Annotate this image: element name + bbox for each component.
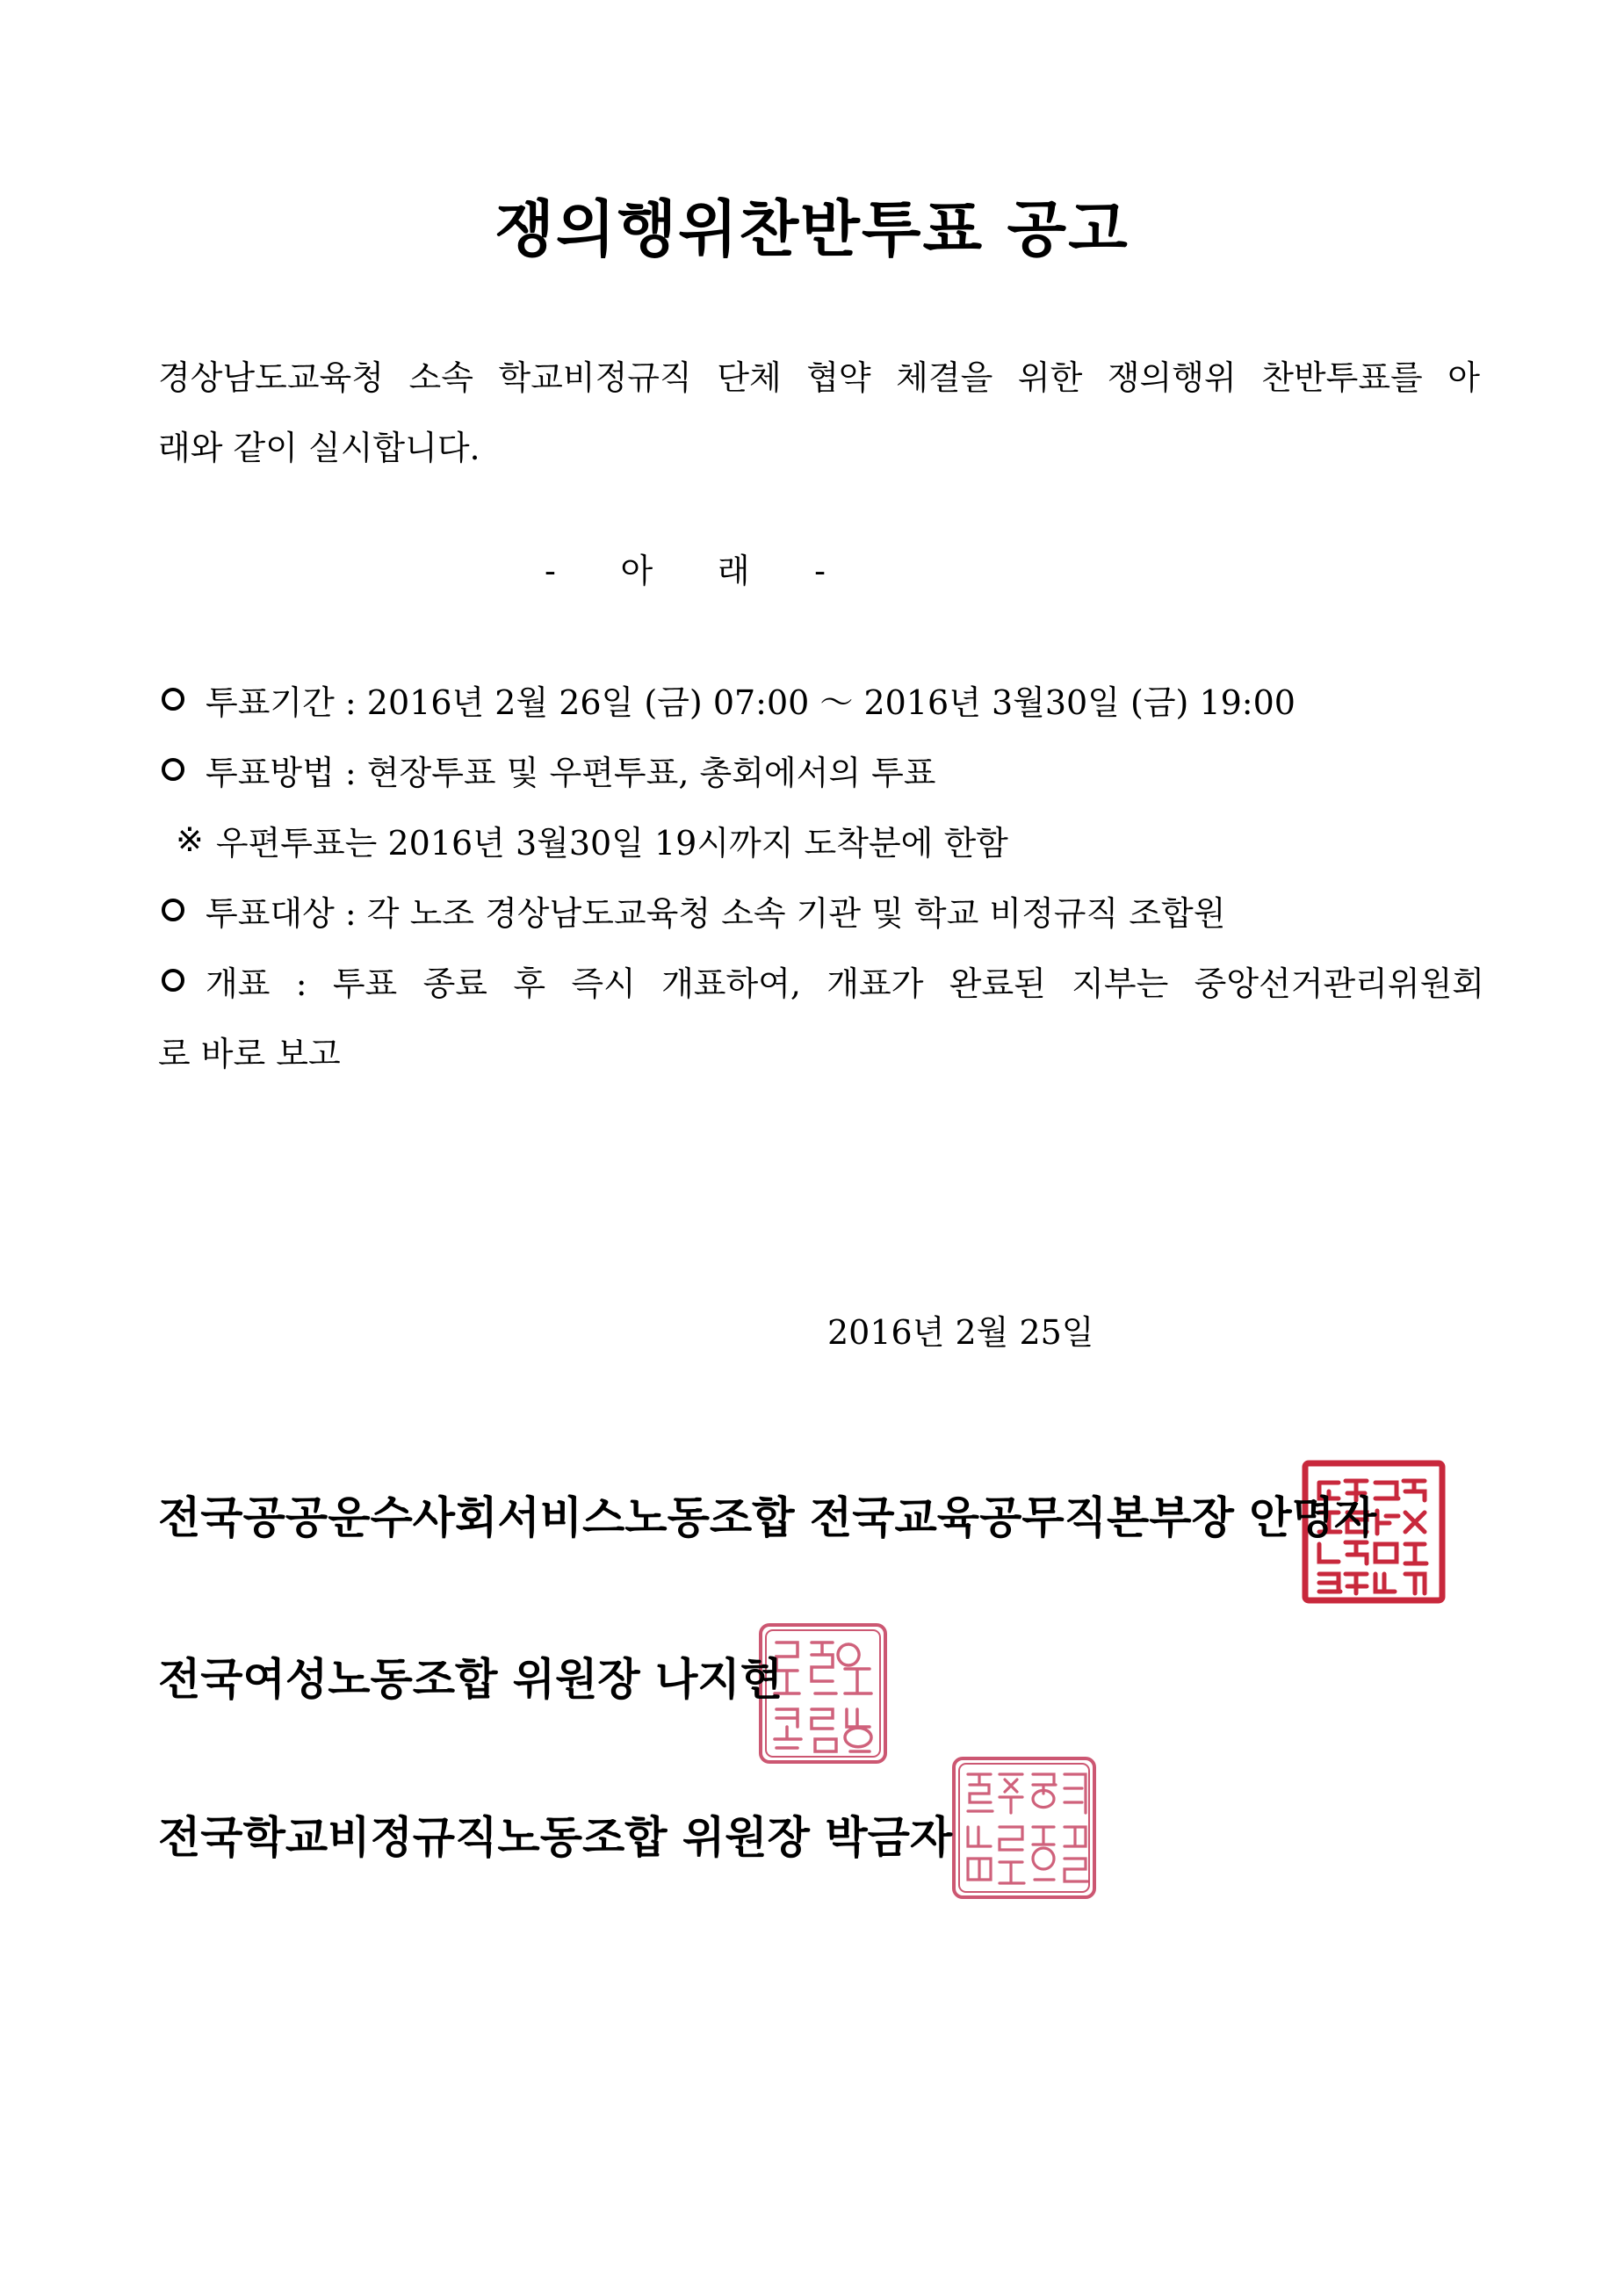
seal-stamp-3 — [949, 1753, 1100, 1903]
item-text: 투표방법 : 현장투표 및 우편투표, 총회에서의 투표 — [206, 753, 936, 792]
list-item-note — [158, 805, 1484, 875]
circle-bullet-icon — [162, 969, 184, 992]
item-text: 투표기간 : 2016년 2월 26일 (금) 07:00 ～ 2016년 3월30일 (금) 19:00 — [206, 682, 1296, 722]
circle-bullet-icon — [162, 688, 184, 711]
separator-char-2: 래 — [717, 552, 750, 590]
section-separator — [545, 536, 826, 606]
intro-line-2: 래와 같이 실시합니다. — [158, 429, 480, 467]
notice-date: 2016년 2월 25일 — [827, 1313, 1094, 1352]
list-item-vote-count — [158, 945, 1484, 1015]
intro-line-1: 경상남도교육청 소속 학교비정규직 단체 협약 체결을 위한 쟁의행위 찬반투표를 아 — [158, 358, 1480, 397]
item-text: 우편투표는 2016년 3월30일 19시까지 도착분에 한함 — [215, 823, 1008, 863]
item-text: 개표 : 투표 종료 후 즉시 개표하여, 개표가 완료된 지부는 중앙선거관리위원회 — [206, 964, 1484, 1003]
list-item-continuation — [158, 1015, 1484, 1086]
list-item-voting-period — [158, 664, 1484, 734]
signatory-2: 전국여성노동조합 위원장 나지현 — [158, 1654, 783, 1705]
separator-dash-right: - — [814, 552, 826, 590]
signatory-1: 전국공공운수사회서비스노동조합 전국교육공무직본부장 안명자 — [158, 1492, 1377, 1543]
item-text: 투표대상 : 각 노조 경상남도교육청 소속 기관 및 학교 비정규직 조합원 — [206, 893, 1226, 933]
reference-mark-icon: ※ — [176, 820, 204, 859]
circle-bullet-icon — [162, 899, 184, 921]
signatory-3: 전국학교비정규직노동조합 위원장 박금자 — [158, 1812, 953, 1863]
list-item-voting-target — [158, 875, 1484, 945]
seal-stamp-1 — [1300, 1458, 1447, 1606]
notice-items — [158, 664, 1484, 1086]
circle-bullet-icon — [162, 758, 184, 781]
item-text: 로 바로 보고 — [158, 1034, 341, 1073]
document-title: 쟁의행위찬반투표 공고 — [494, 193, 1130, 265]
separator-char-1: 아 — [620, 552, 653, 590]
separator-dash-left: - — [545, 552, 556, 590]
seal-stamp-2 — [754, 1618, 892, 1769]
list-item-voting-method — [158, 734, 1484, 805]
